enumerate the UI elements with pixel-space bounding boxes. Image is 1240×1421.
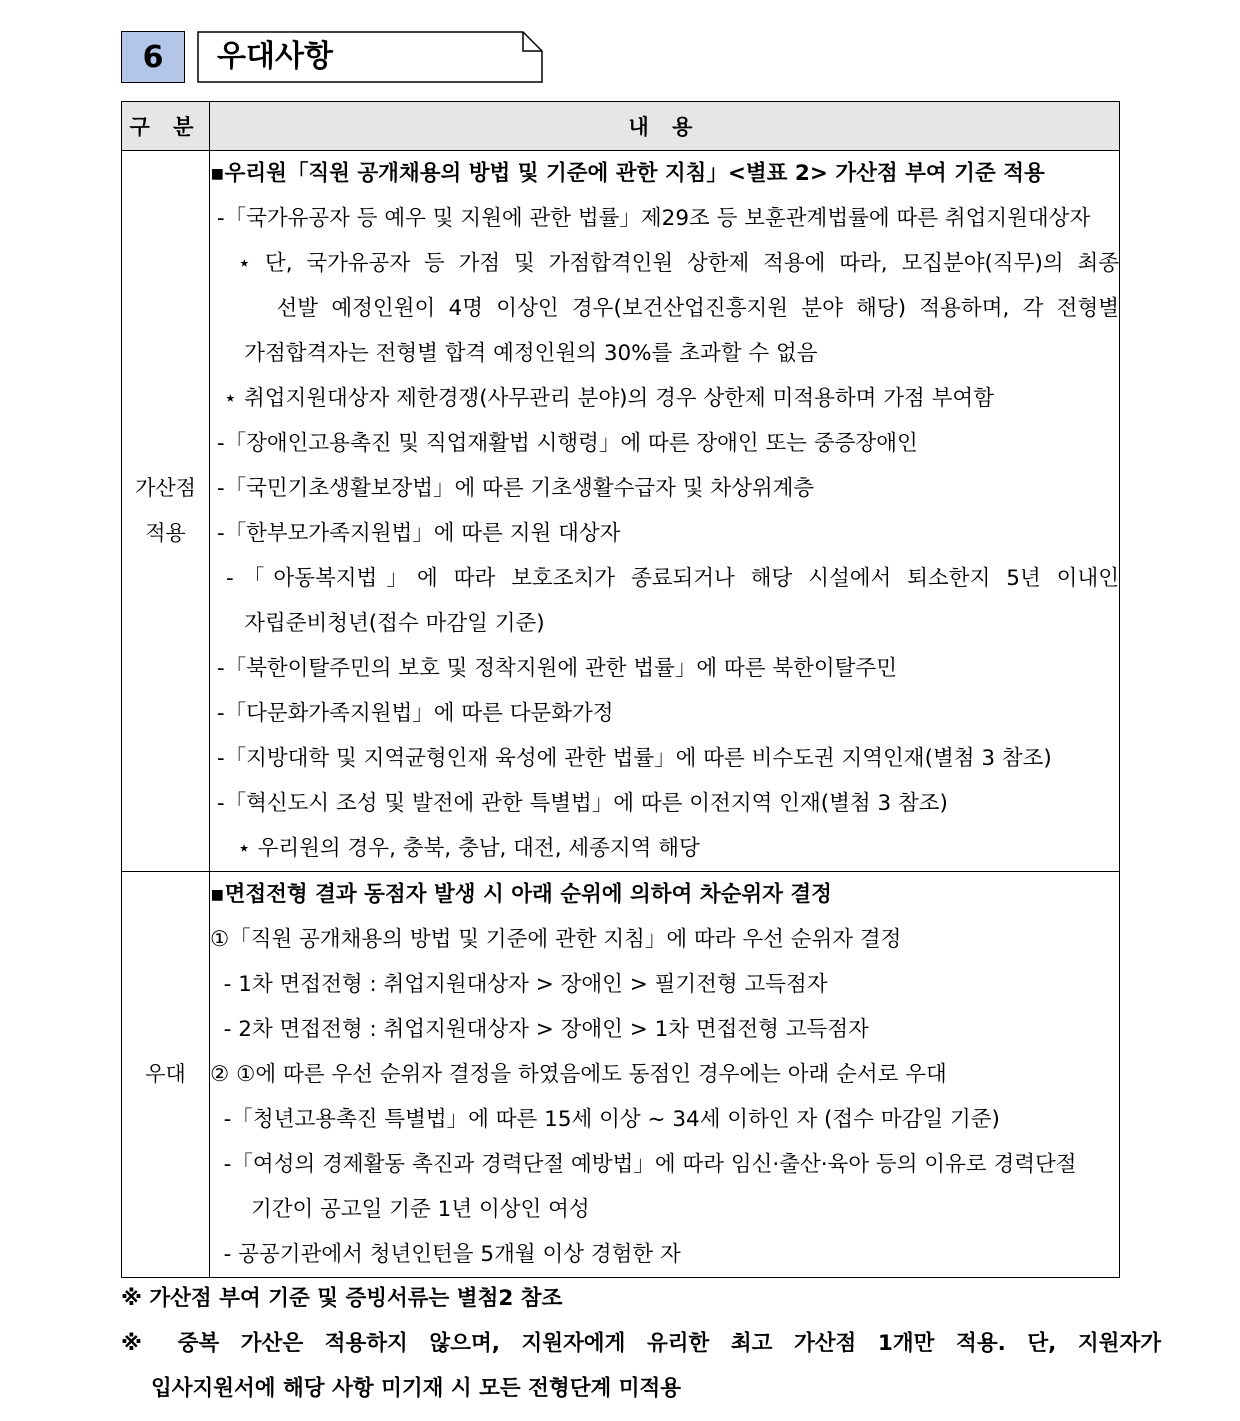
row-label-bonus-points — [122, 151, 210, 872]
content-line: 선발 예정인원이 4명 이상인 경우(보건산업진흥지원 분야 해당) 적용하며, 각 전형별 — [210, 296, 1119, 321]
content-line: -「북한이탈주민의 보호 및 정착지원에 관한 법률」에 따른 북한이탈주민 — [210, 656, 897, 681]
content-line: ⋆ 취업지원대상자 제한경쟁(사무관리 분야)의 경우 상한제 미적용하며 가점 부여함 — [210, 386, 994, 411]
content-line: -「여성의 경제활동 촉진과 경력단절 예방법」에 따라 임신·출산·육아 등의 이유로 경력단절 — [210, 1152, 1077, 1177]
row-content-bonus-points — [210, 151, 1120, 872]
content-line: - 공공기관에서 청년인턴을 5개월 이상 경험한 자 — [210, 1242, 681, 1267]
row-label-preference — [122, 872, 210, 1278]
content-line: 기간이 공고일 기준 1년 이상인 여성 — [210, 1197, 590, 1222]
label-line: 가산점 — [135, 476, 196, 500]
content-line: -「한부모가족지원법」에 따른 지원 대상자 — [210, 521, 621, 546]
content-line: ② ①에 따른 우선 순위자 결정을 하였음에도 동점인 경우에는 아래 순서로 우대 — [210, 1062, 947, 1087]
label-line: 우대 — [145, 1062, 186, 1086]
header-category: 구 분 — [122, 102, 210, 151]
content-line: ⋆ 우리원의 경우, 충북, 충남, 대전, 세종지역 해당 — [210, 836, 700, 861]
content-line: -「국가유공자 등 예우 및 지원에 관한 법률」제29조 등 보훈관계법률에 따른 취업지원대상자 — [210, 206, 1091, 231]
content-line: 가점합격자는 전형별 합격 예정인원의 30%를 초과할 수 없음 — [210, 341, 818, 366]
content-line: -「아동복지법」에 따라 보호조치가 종료되거나 해당 시설에서 퇴소한지 5년 이내인 — [210, 566, 1119, 591]
table-header-row — [122, 102, 1120, 151]
content-line: -「장애인고용촉진 및 직업재활법 시행령」에 따른 장애인 또는 중증장애인 — [210, 431, 918, 456]
content-line: - 1차 면접전형 : 취업지원대상자 > 장애인 > 필기전형 고득점자 — [210, 972, 828, 997]
note-line: ※ 중복 가산은 적용하지 않으며, 지원자에게 유리한 최고 가산점 1개만 적용. 단, 지원자가 — [121, 1331, 1161, 1356]
content-line: -「지방대학 및 지역균형인재 육성에 관한 법률」에 따른 비수도권 지역인재(별첨 3 참조) — [210, 746, 1052, 771]
bullet-heading: ▪면접전형 결과 동점자 발생 시 아래 순위에 의하여 차순위자 결정 — [210, 882, 832, 907]
row-content-preference — [210, 872, 1120, 1278]
label-line: 적용 — [145, 521, 186, 545]
footnotes — [121, 1276, 1161, 1411]
content-line: -「국민기초생활보장법」에 따른 기초생활수급자 및 차상위계층 — [210, 476, 815, 501]
content-line: ①「직원 공개채용의 방법 및 기준에 관한 지침」에 따라 우선 순위자 결정 — [210, 927, 902, 952]
content-line: -「청년고용촉진 특별법」에 따른 15세 이상 ~ 34세 이하인 자 (접수 마감일 기준) — [210, 1107, 1000, 1132]
header-content: 내 용 — [210, 102, 1120, 151]
content-line: ⋆ 단, 국가유공자 등 가점 및 가점합격인원 상한제 적용에 따라, 모집분야(직무)의 최종 — [210, 251, 1119, 276]
table-row-bonus-points — [122, 151, 1120, 872]
bullet-heading: ▪우리원「직원 공개채용의 방법 및 기준에 관한 지침」<별표 2> 가산점 부여 기준 적용 — [210, 161, 1045, 186]
content-line: - 2차 면접전형 : 취업지원대상자 > 장애인 > 1차 면접전형 고득점자 — [210, 1017, 869, 1042]
section-number-box: 6 — [121, 31, 185, 83]
section-title: 우대사항 — [217, 39, 333, 74]
preferences-table — [121, 101, 1120, 1278]
note-line: 입사지원서에 해당 사항 미기재 시 모든 전형단계 미적용 — [121, 1376, 682, 1401]
content-line: 자립준비청년(접수 마감일 기준) — [210, 611, 545, 636]
content-line: -「혁신도시 조성 및 발전에 관한 특별법」에 따른 이전지역 인재(별첨 3 참조) — [210, 791, 948, 816]
content-line: -「다문화가족지원법」에 따른 다문화가정 — [210, 701, 614, 726]
note-line: ※ 가산점 부여 기준 및 증빙서류는 별첨2 참조 — [121, 1286, 563, 1311]
section-title-box — [197, 31, 543, 83]
table-row-preference — [122, 872, 1120, 1278]
